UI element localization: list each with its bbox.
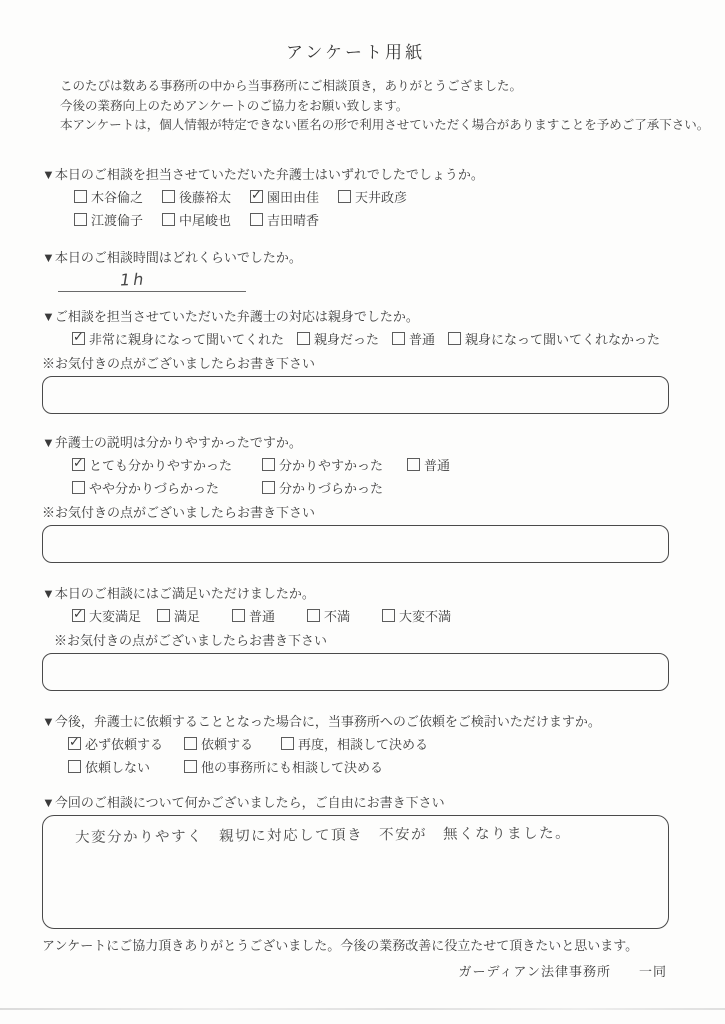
scan-artifact-line bbox=[0, 1008, 725, 1010]
question-heading: ▼弁護士の説明は分かりやすかったですか。 bbox=[42, 434, 302, 450]
checkbox-icon[interactable] bbox=[250, 213, 263, 226]
option-row bbox=[72, 478, 669, 497]
option-label: 満足 bbox=[174, 608, 201, 624]
checkbox-option[interactable] bbox=[68, 734, 184, 753]
option-label: 中尾峻也 bbox=[179, 212, 232, 228]
intro-paragraph bbox=[60, 77, 710, 136]
checkbox-option[interactable] bbox=[382, 606, 457, 625]
checkbox-icon[interactable] bbox=[448, 332, 461, 345]
option-row bbox=[74, 210, 669, 229]
intro-line: このたびは数ある事務所の中から当事務所にご相談頂き，ありがとうござました。 bbox=[60, 79, 523, 93]
option-label: 再度，相談して決める bbox=[298, 736, 429, 752]
footer-signature: ガーディアン法律事務所 一同 bbox=[458, 963, 667, 979]
option-label: 大変満足 bbox=[89, 608, 142, 624]
question-heading: ▼本日のご相談時間はどれくらいでしたか。 bbox=[42, 249, 302, 265]
option-label: 非常に親身になって聞いてくれた bbox=[89, 331, 285, 347]
checkbox-option[interactable] bbox=[250, 187, 338, 206]
question-clarity bbox=[42, 432, 669, 563]
note-label: ※お気付きの点がございましたらお書き下さい bbox=[42, 355, 316, 371]
checkbox-option[interactable] bbox=[297, 329, 379, 348]
comment-box[interactable] bbox=[42, 815, 669, 929]
checkbox-checked-icon[interactable]: ✓ bbox=[73, 605, 84, 621]
checkbox-icon[interactable] bbox=[68, 760, 81, 773]
checkbox-option[interactable] bbox=[68, 757, 184, 776]
option-row bbox=[68, 757, 669, 776]
checkbox-icon[interactable] bbox=[162, 190, 175, 203]
option-label: 分かりやすかった bbox=[279, 457, 384, 473]
checkbox-icon[interactable] bbox=[392, 332, 405, 345]
option-label: 分かりづらかった bbox=[279, 480, 384, 496]
intro-line: 本アンケートは，個人情報が特定できない匿名の形で利用させていただく場合がありますことを予めご了承下さい。 bbox=[60, 118, 710, 132]
checkbox-icon[interactable] bbox=[338, 190, 351, 203]
checkbox-option[interactable] bbox=[307, 606, 382, 625]
question-lawyer bbox=[42, 164, 669, 229]
checkbox-option[interactable] bbox=[232, 606, 307, 625]
option-label: 他の事務所にも相談して決める bbox=[201, 759, 384, 775]
comment-box[interactable] bbox=[42, 376, 669, 414]
question-duration bbox=[42, 247, 669, 292]
question-heading: ▼ご相談を担当させていただいた弁護士の対応は親身でしたか。 bbox=[42, 308, 419, 324]
question-heading: ▼今後，弁護士に依頼することとなった場合に，当事務所へのご依頼をご検討いただけますか。 bbox=[42, 713, 601, 729]
handwritten-answer: 1h bbox=[119, 269, 147, 289]
checkbox-icon[interactable] bbox=[74, 213, 87, 226]
handwritten-answer-line[interactable] bbox=[58, 270, 246, 292]
option-row bbox=[68, 734, 669, 753]
handwritten-comment: 大変分かりやすく 親切に対応して頂き 不安が 無くなりました。 bbox=[75, 825, 572, 846]
option-label: 後藤裕太 bbox=[179, 189, 232, 205]
checkbox-checked-icon[interactable]: ✓ bbox=[69, 733, 80, 749]
option-label: やや分かりづらかった bbox=[89, 480, 220, 496]
option-label: 普通 bbox=[409, 331, 436, 347]
question-free_comment bbox=[42, 792, 669, 929]
option-label: 普通 bbox=[424, 457, 451, 473]
option-label: 依頼する bbox=[201, 736, 254, 752]
question-future bbox=[42, 711, 669, 776]
option-label: 木谷倫之 bbox=[91, 189, 144, 205]
intro-line: 今後の業務向上のためアンケートのご協力をお願い致します。 bbox=[60, 98, 409, 113]
checkbox-option[interactable] bbox=[162, 187, 250, 206]
checkbox-option[interactable] bbox=[448, 329, 660, 348]
option-label: 園田由佳 bbox=[267, 189, 320, 205]
checkbox-option[interactable] bbox=[162, 210, 250, 229]
option-label: 親身になって聞いてくれなかった bbox=[465, 331, 661, 347]
question-heading: ▼今回のご相談について何かございましたら，ご自由にお書き下さい bbox=[42, 794, 445, 810]
checkbox-icon[interactable] bbox=[281, 737, 294, 750]
checkbox-checked-icon[interactable]: ✓ bbox=[73, 328, 84, 344]
option-label: 吉田晴香 bbox=[267, 212, 320, 228]
checkbox-option[interactable] bbox=[72, 478, 262, 497]
checkbox-icon[interactable] bbox=[157, 609, 170, 622]
checkbox-icon[interactable] bbox=[297, 332, 310, 345]
checkbox-option[interactable] bbox=[184, 757, 383, 776]
checkbox-icon[interactable] bbox=[72, 481, 85, 494]
checkbox-icon[interactable] bbox=[162, 213, 175, 226]
checkbox-option[interactable] bbox=[407, 455, 450, 474]
checkbox-option[interactable] bbox=[338, 187, 426, 206]
question-satisfaction bbox=[42, 583, 669, 691]
option-label: とても分かりやすかった bbox=[89, 457, 233, 473]
option-label: 必ず依頼する bbox=[85, 736, 164, 752]
checkbox-option[interactable] bbox=[262, 478, 407, 497]
checkbox-option[interactable] bbox=[72, 455, 262, 474]
checkbox-option[interactable] bbox=[392, 329, 435, 348]
checkbox-icon[interactable] bbox=[74, 190, 87, 203]
checkbox-option[interactable] bbox=[72, 606, 157, 625]
checkbox-option[interactable] bbox=[250, 210, 338, 229]
checkbox-icon[interactable] bbox=[407, 458, 420, 471]
option-label: 普通 bbox=[249, 608, 276, 624]
checkbox-option[interactable] bbox=[262, 455, 407, 474]
option-row bbox=[72, 455, 669, 474]
checkbox-icon[interactable] bbox=[307, 609, 320, 622]
option-label: 依頼しない bbox=[85, 759, 151, 775]
checkbox-option[interactable] bbox=[157, 606, 232, 625]
checkbox-icon[interactable] bbox=[262, 458, 275, 471]
option-label: 天井政彦 bbox=[355, 189, 408, 205]
checkbox-option[interactable] bbox=[74, 187, 162, 206]
checkbox-icon[interactable] bbox=[382, 609, 395, 622]
note-label: ※お気付きの点がございましたらお書き下さい bbox=[42, 504, 316, 520]
option-label: 江渡倫子 bbox=[91, 212, 144, 228]
note-label: ※お気付きの点がございましたらお書き下さい bbox=[54, 632, 328, 648]
option-row bbox=[74, 187, 669, 206]
comment-box[interactable] bbox=[42, 525, 669, 563]
checkbox-icon[interactable] bbox=[184, 737, 197, 750]
checkbox-option[interactable] bbox=[281, 734, 428, 753]
option-label: 不満 bbox=[324, 608, 351, 624]
checkbox-icon[interactable] bbox=[232, 609, 245, 622]
question-attitude bbox=[42, 306, 669, 414]
checkbox-checked-icon[interactable]: ✓ bbox=[73, 454, 84, 470]
checkbox-icon[interactable] bbox=[184, 760, 197, 773]
page-title: アンケート用紙 bbox=[286, 43, 425, 62]
checkbox-option[interactable] bbox=[184, 734, 253, 753]
checkbox-icon[interactable] bbox=[262, 481, 275, 494]
option-row bbox=[72, 329, 669, 348]
question-heading: ▼本日のご相談にはご満足いただけましたか。 bbox=[42, 585, 315, 601]
checkbox-option[interactable] bbox=[72, 329, 284, 348]
question-heading: ▼本日のご相談を担当させていただいた弁護士はいずれでしたでしょうか。 bbox=[42, 166, 484, 182]
checkbox-checked-icon[interactable]: ✓ bbox=[251, 186, 262, 202]
form-body bbox=[42, 164, 669, 929]
option-label: 大変不満 bbox=[399, 608, 452, 624]
option-label: 親身だった bbox=[314, 331, 380, 347]
footer-thanks-text: アンケートにご協力頂きありがとうございました。今後の業務改善に役立たせて頂きたいと思います。 bbox=[42, 937, 639, 953]
checkbox-option[interactable] bbox=[74, 210, 162, 229]
comment-box[interactable] bbox=[42, 653, 669, 691]
option-row bbox=[72, 606, 669, 625]
form-footer bbox=[42, 935, 669, 980]
